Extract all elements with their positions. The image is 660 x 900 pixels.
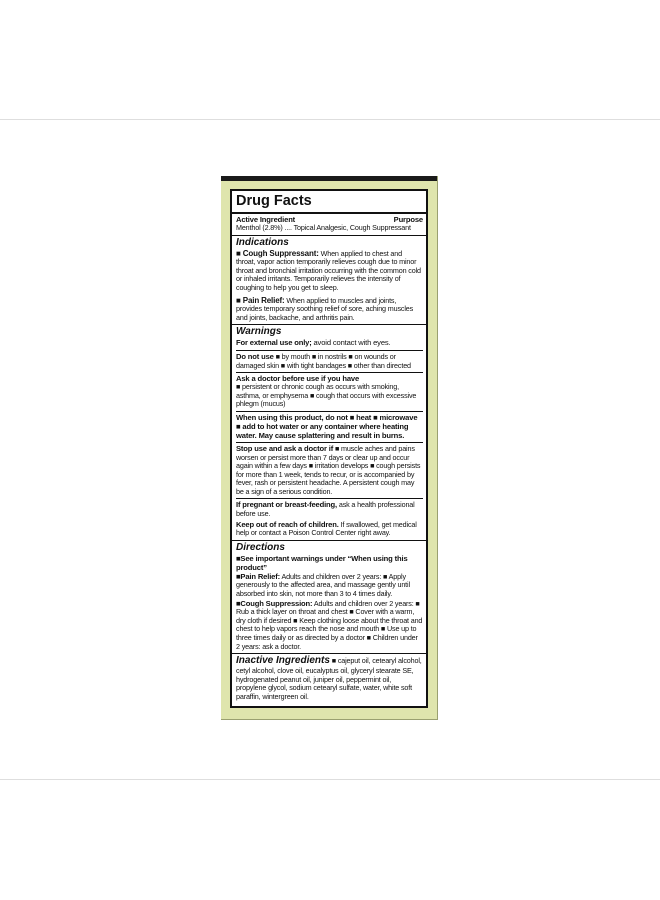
- divider: [232, 540, 426, 541]
- cough-suppressant-text: When applied to chest and throat, vapor action temporarily relieves cough due to minor throat and bronchial irritation occurring with the common cold or inhaled irritants. Temporarily relieves the intensity of coughing to help you get to sleep.: [236, 248, 421, 292]
- children-bold: Keep out of reach of children.: [236, 519, 339, 529]
- warning-do-not-use: [236, 352, 423, 370]
- divider: [236, 372, 423, 373]
- divider: [232, 212, 426, 214]
- pain-relief-text: When applied to muscles and joints, provides temporary soothing relief of sore, aching muscles and joints, backache, and arthritis pain.: [236, 295, 414, 322]
- active-ingredient-label: Active Ingredient: [236, 215, 296, 224]
- see-warnings-note: ■See important warnings under “When using this product”: [236, 553, 408, 572]
- directions-cough-title: ■Cough Suppression:: [236, 598, 313, 608]
- ask-doctor-bold: Ask a doctor before use if you have: [236, 374, 360, 384]
- inactive-ingredients: [236, 655, 423, 701]
- pregnant-text: ask a health professional before use.: [236, 500, 415, 519]
- active-ingredient-line: Menthol (2.8%) .... Topical Analgesic, Cough Suppressant: [236, 223, 411, 232]
- frame-line-top: [0, 119, 660, 120]
- external-use-text: avoid contact with eyes.: [313, 338, 391, 348]
- warning-stop-use: [236, 444, 423, 497]
- inactive-header: Inactive Ingredients: [236, 655, 330, 667]
- directions-pain-text: Adults and children over 2 years: ■ Apply generously to the affected area, and massage gently until absorbed into skin, not more than 3 to 4 times daily.: [236, 571, 410, 599]
- children-text: If swallowed, get medical help or contact a Poison Control Center right away.: [236, 519, 417, 538]
- do-not-use-bold: Do not use: [236, 351, 274, 361]
- indication-pain: [236, 296, 423, 323]
- direction-cough: [236, 599, 423, 652]
- warnings-header: Warnings: [236, 326, 282, 338]
- frame-line-bottom: [0, 779, 660, 780]
- inactive-text: ■ cajeput oil, cetearyl alcohol, cetyl alcohol, clove oil, eucalyptus oil, glyceryl stearate SE, hydrogenated peanut oil, juniper oil, peppermint oil, propylene glycol, sodium cetearyl sulfate, water, white soft paraffin, wintergreen oil.: [236, 656, 422, 701]
- warning-external: [236, 338, 423, 348]
- pregnant-bold: If pregnant or breast-feeding,: [236, 500, 337, 510]
- pain-relief-title: Pain Relief:: [242, 295, 285, 305]
- cough-suppressant-title: Cough Suppressant:: [242, 248, 319, 258]
- indication-cough: [236, 249, 423, 293]
- purpose-label: Purpose: [393, 215, 423, 224]
- indications-header: Indications: [236, 236, 289, 248]
- product-box: [221, 176, 438, 720]
- divider: [236, 350, 423, 351]
- stop-use-bold: Stop use and ask a doctor if: [236, 443, 334, 453]
- do-not-use-text: ■ by mouth ■ in nostrils ■ on wounds or damaged skin ■ with tight bandages ■ other than directed: [236, 351, 411, 370]
- external-use-bold: For external use only;: [236, 338, 312, 348]
- ask-doctor-text: ■ persistent or chronic cough as occurs with smoking, asthma, or emphysema ■ cough that occurs with excessive phlegm (mucus): [236, 382, 417, 409]
- directions-cough-text: Adults and children over 2 years: ■ Rub a thick layer on throat and chest ■ Cover with a warm, dry cloth if desired ■ Keep clothing loose about the throat and chest to help vapors reach the nose and mouth ■ Use up to three times daily or as directed by a doctor ■ Children under 2 years: ask a doctor.: [236, 598, 423, 651]
- divider: [232, 235, 426, 236]
- stop-use-text: ■ muscle aches and pains worsen or persist more than 7 days or clear up and occur again within a few days ■ irritation develops ■ cough persists for more than 1 week, tends to recur, or is accompanied by fever, rash or persistent headache. A persistent cough may be a sign of a serious condition.: [236, 443, 421, 496]
- directions-header: Directions: [236, 541, 285, 553]
- box-top-band: [221, 176, 437, 181]
- drug-facts-panel: [230, 189, 428, 708]
- divider: [236, 411, 423, 412]
- warning-children: [236, 520, 423, 538]
- divider: [232, 653, 426, 654]
- directions-pain-title: ■Pain Relief:: [236, 571, 280, 581]
- divider: [232, 324, 426, 325]
- when-using-warning: When using this product, do not ■ heat ■ microwave ■ add to hot water or any container where heating water. May cause splattering and result in burns.: [236, 412, 418, 440]
- bullet-icon: ■: [236, 295, 243, 305]
- divider: [236, 442, 423, 443]
- warning-pregnant: [236, 500, 423, 518]
- divider: [236, 498, 423, 499]
- bullet-icon: ■: [236, 248, 243, 258]
- drug-facts-title: Drug Facts: [236, 193, 312, 209]
- direction-pain: [236, 572, 423, 599]
